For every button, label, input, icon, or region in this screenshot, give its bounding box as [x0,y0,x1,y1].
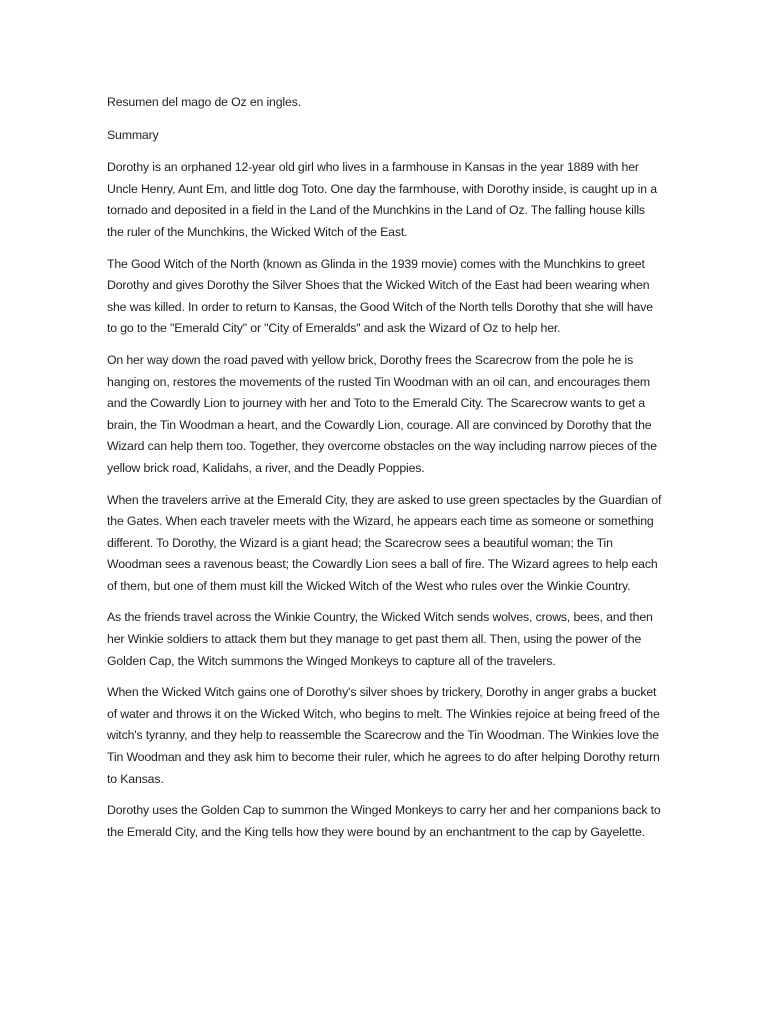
document-body [107,92,663,853]
paragraph-7: Dorothy uses the Golden Cap to summon the Winged Monkeys to carry her and her companions back to the Emerald City, and the King tells how they were bound by an enchantment to the cap by Gayelette. [107,803,661,839]
paragraph-3: On her way down the road paved with yellow brick, Dorothy frees the Scarecrow from the pole he is hanging on, restores the movements of the rusted Tin Woodman with an oil can, and encourages them and the Cowardly Lion to journey with her and Toto to the Emerald City. The Scarecrow wants to get a brain, the Tin Woodman a heart, and the Cowardly Lion, courage. All are convinced by Dorothy that the Wizard can help them too. Together, they overcome obstacles on the way including narrow pieces of the yellow brick road, Kalidahs, a river, and the Deadly Poppies. [107,352,657,475]
paragraph-2: The Good Witch of the North (known as Glinda in the 1939 movie) comes with the Munchkins to greet Dorothy and gives Dorothy the Silver Shoes that the Wicked Witch of the East had been wearing when she was killed. In order to return to Kansas, the Good Witch of the North tells Dorothy that she will have to go to the "Emerald City" or "City of Emeralds" and ask the Wizard of Oz to help her. [107,256,653,336]
paragraph-1: Dorothy is an orphaned 12-year old girl who lives in a farmhouse in Kansas in the year 1889 with her Uncle Henry, Aunt Em, and little dog Toto. One day the farmhouse, with Dorothy inside, is caught up in a tornado and deposited in a field in the Land of the Munchkins in the Land of Oz. The falling house kills the ruler of the Munchkins, the Wicked Witch of the East. [107,160,657,239]
paragraph-4: When the travelers arrive at the Emerald City, they are asked to use green spectacles by the Guardian of the Gates. When each traveler meets with the Wizard, he appears each time as someone or something different. To Dorothy, the Wizard is a giant head; the Scarecrow sees a beautiful woman; the Tin Woodman sees a ravenous beast; the Cowardly Lion sees a ball of fire. The Wizard agrees to help each of them, but one of them must kill the Wicked Witch of the West who rules over the Winkie Country. [107,492,662,593]
paragraph-5: As the friends travel across the Winkie Country, the Wicked Witch sends wolves, crows, bees, and then her Winkie soldiers to attack them but they manage to get past them all. Then, using the power of the Golden Cap, the Witch summons the Winged Monkeys to capture all of the travelers. [107,610,653,668]
document-title: Resumen del mago de Oz en ingles. [107,95,301,109]
paragraph-6: When the Wicked Witch gains one of Dorothy's silver shoes by trickery, Dorothy in anger grabs a bucket of water and throws it on the Wicked Witch, who begins to melt. The Winkies rejoice at being freed of the witch's tyranny, and they help to reassemble the Scarecrow and the Tin Woodman. The Winkies love the Tin Woodman and they ask him to become their ruler, which he agrees to do after helping Dorothy return to Kansas. [107,685,660,786]
document-subtitle: Summary [107,127,159,142]
